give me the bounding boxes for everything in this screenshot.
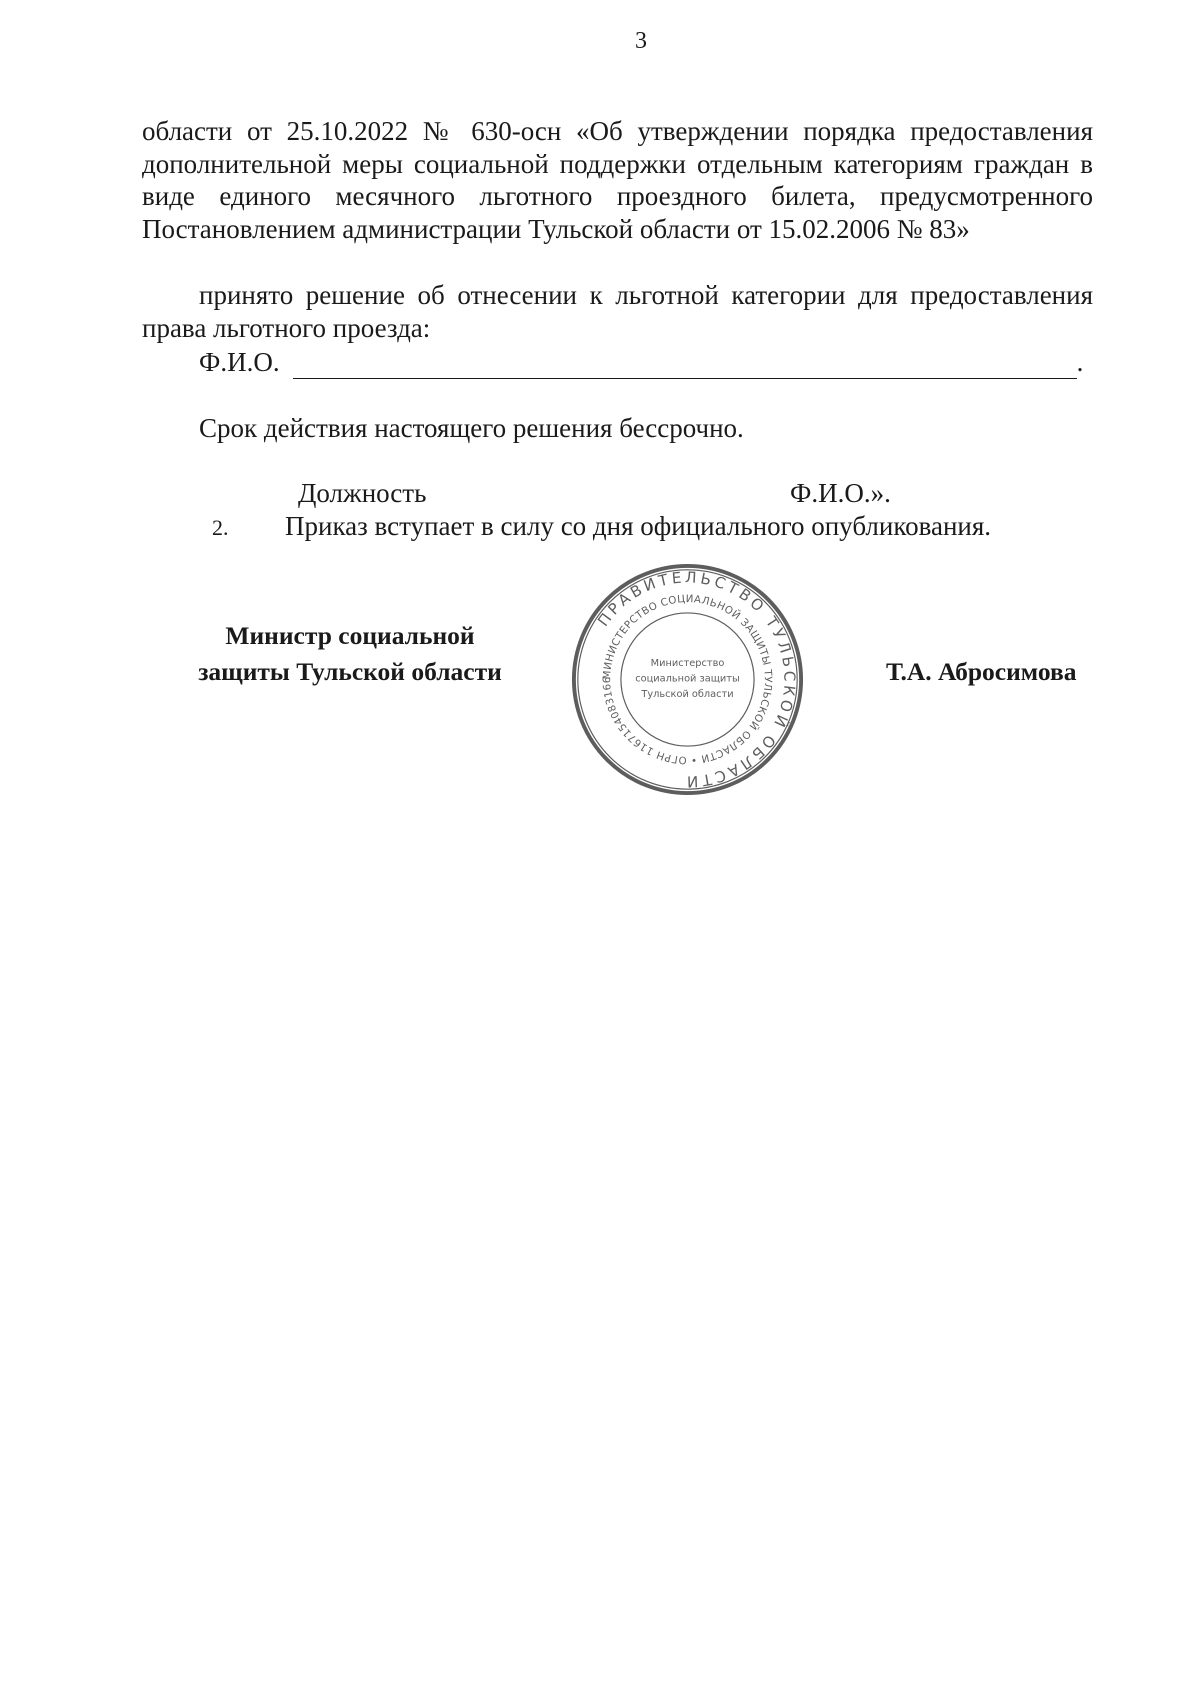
seal-center-line1: Министерство	[650, 657, 725, 669]
signer-title-line2: защиты Тульской области	[198, 657, 502, 686]
fio-label: Ф.И.О.».	[790, 478, 891, 508]
fio-fill-line	[199, 346, 1083, 379]
seal-center-line3: Тульской области	[641, 689, 734, 701]
validity-statement: Срок действия настоящего решения бессрочно.	[199, 413, 744, 443]
decision-paragraph: принято решение об отнесении к льготной категории для предоставления права льготного проезда:	[142, 280, 1093, 343]
signer-name: Т.А. Абросимова	[886, 657, 1077, 686]
fio-blank-underline	[293, 352, 1077, 379]
signer-title-line1: Министр социальной	[225, 621, 475, 650]
seal-center-line2: социальной защиты	[635, 673, 740, 685]
item-text: Приказ вступает в силу со дня официального опубликования.	[285, 511, 992, 541]
intro-text: области от 25.10.2022 № 630-осн «Об утверждении порядка предоставления дополнительной меры социальной поддержки отдельным категориям граждан в виде единого месячного льготного проездного билета, предусмотренного Постановлением администрации Тульской области от 15.02.2006 № 83»	[142, 116, 1093, 244]
fio-prefix: Ф.И.О.	[199, 347, 280, 377]
seal-inner-ring-text: МИНИСТЕРСТВО СОЦИАЛЬНОЙ ЗАЩИТЫ ТУЛЬСКОЙ ОБЛАСТИ • ОГРН 1167154083166	[601, 593, 774, 766]
official-seal-stamp	[570, 562, 805, 797]
intro-paragraph	[142, 115, 1093, 245]
item-number: 2.	[212, 515, 229, 540]
seal-outer-text: ПРАВИТЕЛЬСТВО ТУЛЬСКОЙ ОБЛАСТИ	[594, 568, 799, 791]
position-label: Должность	[298, 478, 427, 508]
signer-title	[160, 618, 540, 690]
fio-suffix: .	[1076, 347, 1084, 377]
page-number: 3	[635, 28, 647, 54]
